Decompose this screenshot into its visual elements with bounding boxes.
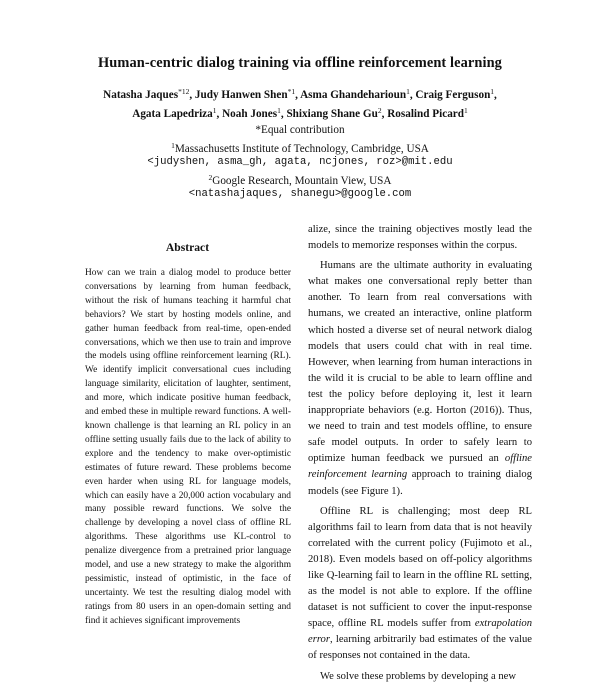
author: Agata Lapedriza$^1$, xyxy=(132,106,223,120)
author: Asma Ghandeharioun$^1$, xyxy=(300,87,416,101)
equal-contribution-note: *Equal contribution xyxy=(255,124,345,136)
author: Rosalind Picard$^1$ xyxy=(387,106,468,120)
paragraph: alize, since the training objectives mostly lead the models to memorize responses within the corpus. xyxy=(308,224,532,252)
abstract-heading: Abstract xyxy=(165,241,210,254)
paragraph: We solve these problems by developing a new xyxy=(320,670,516,682)
author: Natasha Jaques$^{*12}$, xyxy=(103,87,195,101)
author: Judy Hanwen Shen$^{*1}$, xyxy=(194,87,301,101)
paragraph: Offline RL is challenging; most deep RL algorithms fail to learn from data that is not heavily correlated with the current policy (Fujimoto et al., 2018). Even models based on off-policy algorithms like Q-learning fail to learn in the offline RL setting, as the model is not able to explore. If the offline dataset is not sufficient to cover the input-response space, offline RL models suffer from extrapolation error, learning arbitrarily bad estimates of the value of responses not contained in the data. xyxy=(308,505,532,662)
affiliation-2: $^2$Google Research, Mountain View, USA xyxy=(208,173,392,187)
abstract-text: How can we train a dialog model to produce better conversations by learning from human feedback, without the risk of humans teaching it harmful chat behaviors? We start by hosting models online, and gather human feedback from real-time, open-ended conversations, which we then use to train and improve the models using offline reinforcement learning (RL). We identify implicit conversational cues including language similarity, elicitation of laughter, sentiment, and more, which indicate positive human feedback, and embed these in multiple reward functions. A well-known challenge is that learning an RL policy in an offline setting usually fails due to the lack of ability to explore and the tendency to make over-optimistic estimates of future reward. These problems become even harder when using RL for language models, which can easily have a 20,000 action vocabulary and many possible reward functions. We solve the challenge by developing a novel class of offline RL algorithms. These algorithms use KL-control to penalize divergence from a pretrained prior language model, and use a new strategy to make the algorithm pessimistic, instead of optimistic, in the face of uncertainty. We test the resulting dialog model with ratings from 80 users in an open-domain setting and find it achieves significant improvements xyxy=(85,268,291,626)
paragraph: Humans are the ultimate authority in evaluating what makes one conversational reply better than another. To learn from real conversations with humans, we created an interactive, online platform which hosted a diverse set of neural network dialog models that users could chat with in real time. However, when learning from human interactions in the wild it is crucial to be able to learn offline and test the policy before deploying it, lest it learn inappropriate behaviors (e.g. Horton (2016)). Thus, we need to train and test models offline, to ensure safe model outputs. In order to safely learn to optimize human feedback we pursued an offline reinforcement learning approach to training dialog models (see Figure 1). xyxy=(308,260,533,497)
emails-1: <judyshen, asma_gh, agata, ncjones, roz>@mit.edu xyxy=(147,156,453,168)
paper-title: Human-centric dialog training via offline reinforcement learning xyxy=(98,55,502,71)
emails-2: <natashajaques, shanegu>@google.com xyxy=(188,188,412,200)
author: Craig Ferguson$^1$, xyxy=(415,87,497,101)
introduction-column xyxy=(308,222,532,685)
affiliation-1: $^1$Massachusetts Institute of Technology, Cambridge, USA xyxy=(171,141,429,155)
author: Shixiang Shane Gu$^2$, xyxy=(286,106,388,120)
author-list xyxy=(60,84,540,122)
author: Noah Jones$^1$, xyxy=(222,106,287,120)
